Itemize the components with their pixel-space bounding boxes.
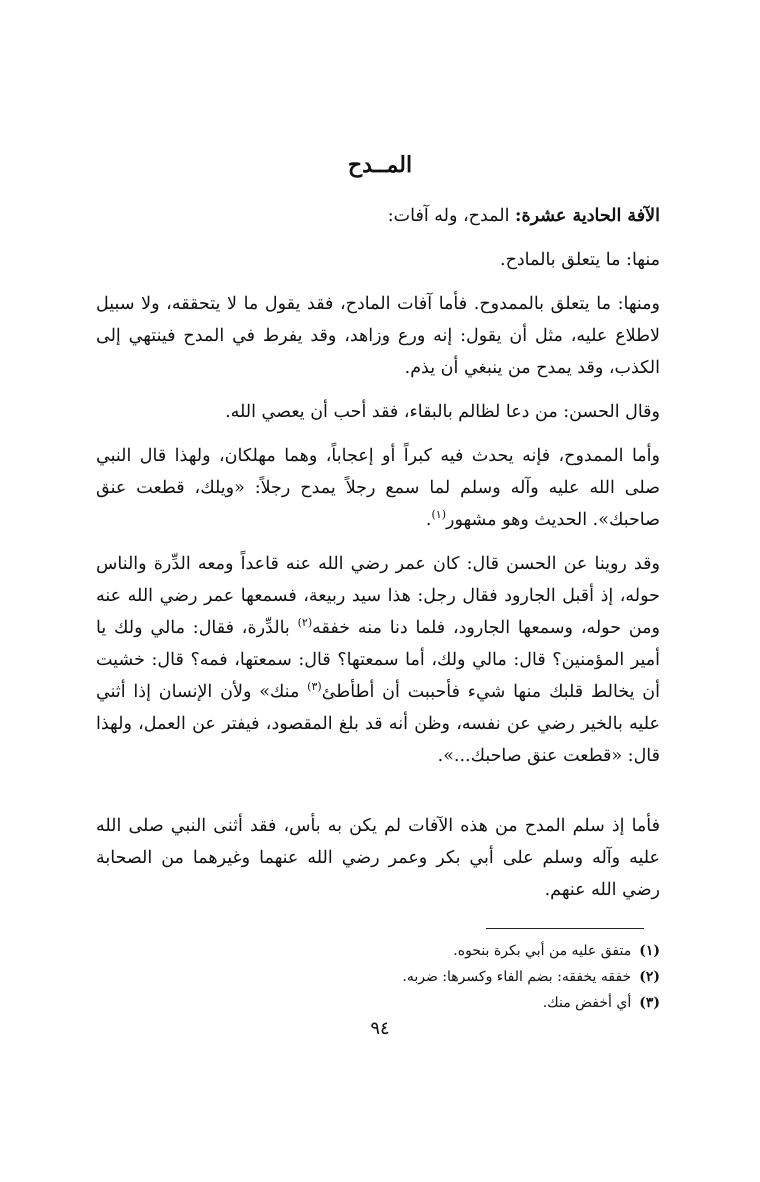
paragraph-5-part-1: وقد روينا عن الحسن قال: كان عمر رضي الله عنه قاعداً ومعه الدِّرة والناس حوله، إذ أقبل الجارود فقال رجل: هذا سيد ربيعة، فسمعها عمر رضي الله عنه ومن حوله، وسمعها الجارود، فلما دنا منه خفقه — [96, 554, 661, 638]
paragraph-5-part-3: منك» ولأن الإنسان إذا أثني عليه بالخير رضي عن نفسه، وظن أنه قد بلغ المقصود، فيفتر عن العمل، ولهذا قال: «قطعت عنق صاحبك...». — [96, 682, 660, 766]
footnote-ref-2: (٢) — [297, 616, 313, 630]
footnote-ref-1: (١) — [431, 508, 446, 522]
footnotes-list — [96, 938, 660, 1016]
paragraph-6: فأما إذ سلم المدح من هذه الآفات لم يكن به بأس، فقد أثنى النبي صلى الله عليه وآله وسلم على أبي بكر وعمر رضي الله عنهما وغيرهما من الصحابة رضي الله عنهم. — [96, 816, 660, 900]
intro-text: المدح، وله آفات: — [387, 206, 516, 226]
footnote-ref-3: (٣) — [307, 680, 322, 694]
paragraph-5 — [96, 548, 660, 772]
paragraph-2: ومنها: ما يتعلق بالممدوح. فأما آفات المادح، فقد يقول ما لا يتحققه، ولا سبيل لاطلاع عليه، مثل أن يقول: إنه ورع وزاهد، وقد يفرط في المدح فينتهي إلى الكذب، وقد يمدح من ينبغي أن يذم. — [96, 294, 660, 378]
paragraph-4 — [96, 440, 660, 536]
paragraph-3: وقال الحسن: من دعا لظالم بالبقاء، فقد أحب أن يعصي الله. — [225, 402, 660, 422]
footnote-item — [96, 964, 660, 990]
footnote-number: (٢) — [639, 969, 660, 985]
footnote-number: (٣) — [639, 995, 660, 1011]
footnote-item — [96, 938, 660, 964]
page-title: المــدح — [347, 152, 413, 178]
footnote-number: (١) — [639, 943, 660, 959]
paragraph-4-text: وأما الممدوح، فإنه يحدث فيه كبراً أو إعجاباً، وهما مهلكان، ولهذا قال النبي صلى الله عليه وآله وسلم لما سمع رجلاً يمدح رجلاً: «ويلك، قطعت عنق صاحبك». الحديث وهو مشهور — [96, 446, 660, 530]
section-heading: الآفة الحادية عشرة: — [515, 206, 660, 226]
footnote-text: خفقه يخفقه: بضم الفاء وكسرها: ضربه. — [402, 969, 632, 985]
paragraph-1: منها: ما يتعلق بالمادح. — [500, 250, 660, 270]
footnote-divider — [486, 928, 644, 929]
footnote-text: متفق عليه من أبي بكرة بنحوه. — [453, 943, 632, 959]
page-number: ٩٤ — [370, 1018, 390, 1039]
paragraph-4-end: . — [425, 510, 432, 530]
footnote-item — [96, 990, 660, 1016]
intro-paragraph — [96, 200, 660, 232]
paragraph-5-part-2: بالدِّرة، فقال: مالي ولك يا أمير المؤمنين؟ قال: مالي ولك، أما سمعتها؟ قال: سمعتها، فمه؟ قال: خشيت أن يخالط قلبك منها شيء فأحببت أن أطأطئ — [96, 618, 660, 702]
footnote-text: أي أخفض منك. — [542, 995, 632, 1011]
